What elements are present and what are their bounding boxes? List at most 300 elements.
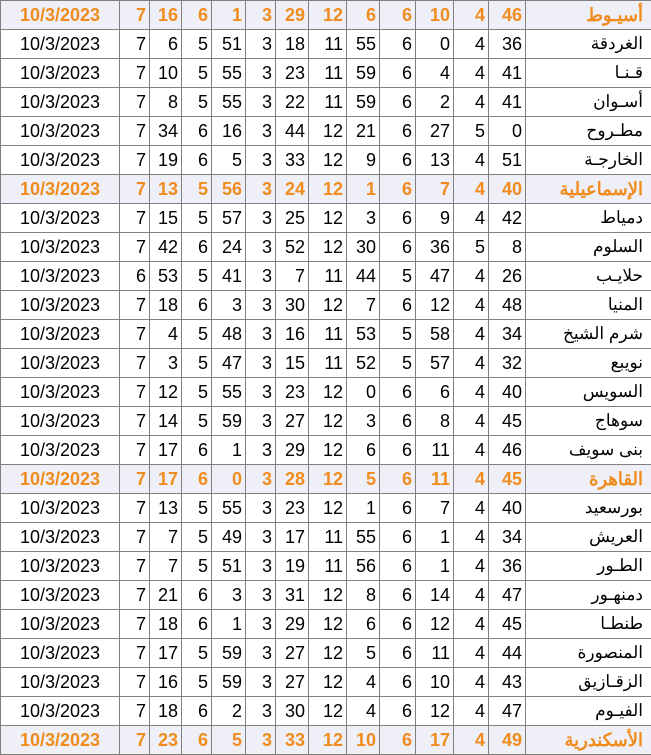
value-cell[interactable]: 21	[347, 117, 380, 146]
value-cell[interactable]: 11	[416, 639, 454, 668]
value-cell[interactable]: 6	[380, 610, 416, 639]
value-cell[interactable]: 4	[454, 523, 489, 552]
value-cell[interactable]: 57	[212, 204, 246, 233]
value-cell[interactable]: 4	[454, 88, 489, 117]
value-cell[interactable]: 4	[454, 175, 489, 204]
value-cell[interactable]: 7	[347, 291, 380, 320]
value-cell[interactable]: 46	[489, 1, 526, 30]
value-cell[interactable]: 6	[380, 436, 416, 465]
value-cell[interactable]: 0	[416, 30, 454, 59]
value-cell[interactable]: 41	[489, 88, 526, 117]
value-cell[interactable]: 6	[380, 233, 416, 262]
date-cell[interactable]: 10/3/2023	[1, 726, 120, 755]
value-cell[interactable]: 30	[276, 291, 309, 320]
value-cell[interactable]: 0	[212, 465, 246, 494]
value-cell[interactable]: 3	[347, 204, 380, 233]
value-cell[interactable]: 4	[454, 494, 489, 523]
value-cell[interactable]: 3	[246, 233, 276, 262]
value-cell[interactable]: 45	[489, 465, 526, 494]
value-cell[interactable]: 3	[212, 291, 246, 320]
value-cell[interactable]: 12	[309, 581, 347, 610]
value-cell[interactable]: 52	[276, 233, 309, 262]
city-name-cell[interactable]: مطـروح	[526, 117, 651, 146]
value-cell[interactable]: 3	[246, 581, 276, 610]
value-cell[interactable]: 12	[309, 175, 347, 204]
value-cell[interactable]: 7	[120, 1, 150, 30]
value-cell[interactable]: 7	[120, 436, 150, 465]
value-cell[interactable]: 33	[276, 146, 309, 175]
value-cell[interactable]: 7	[120, 523, 150, 552]
city-name-cell[interactable]: أسيـوط	[526, 1, 651, 30]
date-cell[interactable]: 10/3/2023	[1, 494, 120, 523]
value-cell[interactable]: 7	[120, 465, 150, 494]
value-cell[interactable]: 41	[212, 262, 246, 291]
value-cell[interactable]: 32	[489, 349, 526, 378]
value-cell[interactable]: 1	[212, 1, 246, 30]
date-cell[interactable]: 10/3/2023	[1, 262, 120, 291]
value-cell[interactable]: 44	[347, 262, 380, 291]
date-cell[interactable]: 10/3/2023	[1, 697, 120, 726]
value-cell[interactable]: 6	[380, 639, 416, 668]
value-cell[interactable]: 4	[347, 668, 380, 697]
value-cell[interactable]: 6	[380, 59, 416, 88]
value-cell[interactable]: 16	[150, 1, 182, 30]
value-cell[interactable]: 4	[454, 610, 489, 639]
value-cell[interactable]: 34	[150, 117, 182, 146]
value-cell[interactable]: 53	[347, 320, 380, 349]
value-cell[interactable]: 12	[309, 494, 347, 523]
value-cell[interactable]: 9	[347, 146, 380, 175]
value-cell[interactable]: 0	[489, 117, 526, 146]
value-cell[interactable]: 59	[212, 668, 246, 697]
value-cell[interactable]: 5	[182, 349, 212, 378]
value-cell[interactable]: 42	[489, 204, 526, 233]
value-cell[interactable]: 5	[182, 378, 212, 407]
value-cell[interactable]: 6	[182, 233, 212, 262]
value-cell[interactable]: 4	[454, 30, 489, 59]
value-cell[interactable]: 3	[246, 726, 276, 755]
value-cell[interactable]: 5	[380, 262, 416, 291]
city-name-cell[interactable]: سوهاج	[526, 407, 651, 436]
value-cell[interactable]: 11	[309, 349, 347, 378]
value-cell[interactable]: 56	[347, 552, 380, 581]
value-cell[interactable]: 47	[489, 697, 526, 726]
date-cell[interactable]: 10/3/2023	[1, 378, 120, 407]
value-cell[interactable]: 7	[120, 117, 150, 146]
value-cell[interactable]: 48	[489, 291, 526, 320]
value-cell[interactable]: 29	[276, 1, 309, 30]
value-cell[interactable]: 46	[489, 436, 526, 465]
value-cell[interactable]: 6	[380, 523, 416, 552]
value-cell[interactable]: 3	[246, 639, 276, 668]
value-cell[interactable]: 3	[246, 465, 276, 494]
value-cell[interactable]: 47	[416, 262, 454, 291]
value-cell[interactable]: 4	[454, 349, 489, 378]
value-cell[interactable]: 30	[347, 233, 380, 262]
value-cell[interactable]: 7	[416, 175, 454, 204]
value-cell[interactable]: 12	[309, 726, 347, 755]
value-cell[interactable]: 6	[182, 465, 212, 494]
value-cell[interactable]: 45	[489, 610, 526, 639]
date-cell[interactable]: 10/3/2023	[1, 465, 120, 494]
value-cell[interactable]: 3	[246, 59, 276, 88]
value-cell[interactable]: 6	[380, 552, 416, 581]
value-cell[interactable]: 24	[276, 175, 309, 204]
value-cell[interactable]: 6	[182, 117, 212, 146]
value-cell[interactable]: 51	[489, 146, 526, 175]
value-cell[interactable]: 47	[212, 349, 246, 378]
value-cell[interactable]: 41	[489, 59, 526, 88]
value-cell[interactable]: 7	[120, 291, 150, 320]
value-cell[interactable]: 6	[380, 175, 416, 204]
city-name-cell[interactable]: الغردقة	[526, 30, 651, 59]
value-cell[interactable]: 5	[182, 523, 212, 552]
city-name-cell[interactable]: المنيا	[526, 291, 651, 320]
value-cell[interactable]: 43	[489, 668, 526, 697]
value-cell[interactable]: 13	[150, 175, 182, 204]
value-cell[interactable]: 6	[347, 436, 380, 465]
value-cell[interactable]: 44	[489, 639, 526, 668]
value-cell[interactable]: 3	[246, 378, 276, 407]
date-cell[interactable]: 10/3/2023	[1, 59, 120, 88]
city-name-cell[interactable]: الأسكندرية	[526, 726, 651, 755]
value-cell[interactable]: 7	[120, 349, 150, 378]
value-cell[interactable]: 51	[212, 30, 246, 59]
value-cell[interactable]: 3	[246, 494, 276, 523]
value-cell[interactable]: 40	[489, 175, 526, 204]
value-cell[interactable]: 28	[276, 465, 309, 494]
value-cell[interactable]: 18	[150, 697, 182, 726]
value-cell[interactable]: 12	[309, 436, 347, 465]
value-cell[interactable]: 3	[246, 30, 276, 59]
value-cell[interactable]: 4	[454, 204, 489, 233]
value-cell[interactable]: 7	[150, 523, 182, 552]
value-cell[interactable]: 7	[120, 494, 150, 523]
value-cell[interactable]: 6	[182, 291, 212, 320]
value-cell[interactable]: 7	[120, 407, 150, 436]
value-cell[interactable]: 13	[416, 146, 454, 175]
value-cell[interactable]: 6	[380, 117, 416, 146]
value-cell[interactable]: 27	[416, 117, 454, 146]
value-cell[interactable]: 5	[182, 552, 212, 581]
value-cell[interactable]: 1	[347, 494, 380, 523]
value-cell[interactable]: 12	[309, 378, 347, 407]
value-cell[interactable]: 16	[212, 117, 246, 146]
value-cell[interactable]: 53	[150, 262, 182, 291]
value-cell[interactable]: 4	[454, 262, 489, 291]
value-cell[interactable]: 4	[454, 59, 489, 88]
value-cell[interactable]: 27	[276, 407, 309, 436]
value-cell[interactable]: 1	[212, 610, 246, 639]
value-cell[interactable]: 52	[347, 349, 380, 378]
value-cell[interactable]: 6	[380, 697, 416, 726]
value-cell[interactable]: 12	[309, 146, 347, 175]
value-cell[interactable]: 5	[454, 233, 489, 262]
city-name-cell[interactable]: الإسماعيلية	[526, 175, 651, 204]
value-cell[interactable]: 18	[276, 30, 309, 59]
value-cell[interactable]: 3	[246, 610, 276, 639]
value-cell[interactable]: 36	[416, 233, 454, 262]
value-cell[interactable]: 15	[276, 349, 309, 378]
value-cell[interactable]: 7	[120, 581, 150, 610]
value-cell[interactable]: 11	[309, 552, 347, 581]
date-cell[interactable]: 10/3/2023	[1, 668, 120, 697]
value-cell[interactable]: 7	[120, 88, 150, 117]
value-cell[interactable]: 40	[489, 378, 526, 407]
value-cell[interactable]: 1	[416, 552, 454, 581]
value-cell[interactable]: 12	[309, 668, 347, 697]
value-cell[interactable]: 34	[489, 523, 526, 552]
value-cell[interactable]: 12	[309, 697, 347, 726]
value-cell[interactable]: 7	[120, 146, 150, 175]
value-cell[interactable]: 7	[150, 552, 182, 581]
value-cell[interactable]: 5	[380, 349, 416, 378]
city-name-cell[interactable]: بورسعيد	[526, 494, 651, 523]
value-cell[interactable]: 8	[347, 581, 380, 610]
value-cell[interactable]: 1	[212, 436, 246, 465]
value-cell[interactable]: 7	[120, 639, 150, 668]
date-cell[interactable]: 10/3/2023	[1, 581, 120, 610]
date-cell[interactable]: 10/3/2023	[1, 523, 120, 552]
value-cell[interactable]: 6	[380, 1, 416, 30]
value-cell[interactable]: 4	[347, 697, 380, 726]
value-cell[interactable]: 4	[454, 320, 489, 349]
value-cell[interactable]: 6	[182, 610, 212, 639]
value-cell[interactable]: 5	[182, 668, 212, 697]
value-cell[interactable]: 6	[182, 146, 212, 175]
value-cell[interactable]: 5	[182, 175, 212, 204]
value-cell[interactable]: 17	[416, 726, 454, 755]
value-cell[interactable]: 42	[150, 233, 182, 262]
date-cell[interactable]: 10/3/2023	[1, 639, 120, 668]
value-cell[interactable]: 3	[212, 581, 246, 610]
value-cell[interactable]: 6	[182, 436, 212, 465]
value-cell[interactable]: 7	[120, 726, 150, 755]
value-cell[interactable]: 48	[212, 320, 246, 349]
value-cell[interactable]: 45	[489, 407, 526, 436]
value-cell[interactable]: 25	[276, 204, 309, 233]
value-cell[interactable]: 7	[120, 552, 150, 581]
value-cell[interactable]: 59	[212, 639, 246, 668]
value-cell[interactable]: 17	[150, 639, 182, 668]
value-cell[interactable]: 5	[182, 407, 212, 436]
value-cell[interactable]: 23	[276, 59, 309, 88]
value-cell[interactable]: 5	[212, 146, 246, 175]
value-cell[interactable]: 6	[120, 262, 150, 291]
value-cell[interactable]: 3	[246, 320, 276, 349]
date-cell[interactable]: 10/3/2023	[1, 291, 120, 320]
value-cell[interactable]: 7	[120, 320, 150, 349]
value-cell[interactable]: 17	[150, 436, 182, 465]
value-cell[interactable]: 23	[276, 378, 309, 407]
value-cell[interactable]: 12	[309, 465, 347, 494]
value-cell[interactable]: 6	[150, 30, 182, 59]
value-cell[interactable]: 3	[246, 436, 276, 465]
value-cell[interactable]: 55	[212, 378, 246, 407]
value-cell[interactable]: 4	[454, 291, 489, 320]
value-cell[interactable]: 18	[150, 291, 182, 320]
value-cell[interactable]: 14	[416, 581, 454, 610]
date-cell[interactable]: 10/3/2023	[1, 30, 120, 59]
value-cell[interactable]: 12	[309, 407, 347, 436]
value-cell[interactable]: 5	[182, 262, 212, 291]
value-cell[interactable]: 3	[246, 668, 276, 697]
value-cell[interactable]: 6	[380, 494, 416, 523]
value-cell[interactable]: 44	[276, 117, 309, 146]
value-cell[interactable]: 3	[246, 523, 276, 552]
value-cell[interactable]: 23	[276, 494, 309, 523]
value-cell[interactable]: 59	[212, 407, 246, 436]
city-name-cell[interactable]: الفيـوم	[526, 697, 651, 726]
value-cell[interactable]: 4	[454, 552, 489, 581]
value-cell[interactable]: 51	[212, 552, 246, 581]
value-cell[interactable]: 4	[454, 668, 489, 697]
value-cell[interactable]: 11	[416, 436, 454, 465]
value-cell[interactable]: 16	[276, 320, 309, 349]
value-cell[interactable]: 34	[489, 320, 526, 349]
value-cell[interactable]: 4	[454, 639, 489, 668]
value-cell[interactable]: 59	[347, 59, 380, 88]
date-cell[interactable]: 10/3/2023	[1, 552, 120, 581]
city-name-cell[interactable]: بنى سويف	[526, 436, 651, 465]
value-cell[interactable]: 6	[182, 1, 212, 30]
value-cell[interactable]: 36	[489, 552, 526, 581]
date-cell[interactable]: 10/3/2023	[1, 204, 120, 233]
value-cell[interactable]: 4	[454, 465, 489, 494]
value-cell[interactable]: 27	[276, 639, 309, 668]
value-cell[interactable]: 7	[120, 697, 150, 726]
value-cell[interactable]: 2	[416, 88, 454, 117]
value-cell[interactable]: 55	[212, 59, 246, 88]
value-cell[interactable]: 5	[182, 30, 212, 59]
value-cell[interactable]: 19	[150, 146, 182, 175]
value-cell[interactable]: 55	[212, 88, 246, 117]
date-cell[interactable]: 10/3/2023	[1, 233, 120, 262]
value-cell[interactable]: 6	[380, 726, 416, 755]
value-cell[interactable]: 6	[347, 610, 380, 639]
value-cell[interactable]: 3	[246, 552, 276, 581]
value-cell[interactable]: 6	[380, 204, 416, 233]
value-cell[interactable]: 7	[120, 668, 150, 697]
value-cell[interactable]: 4	[150, 320, 182, 349]
date-cell[interactable]: 10/3/2023	[1, 146, 120, 175]
value-cell[interactable]: 7	[120, 59, 150, 88]
value-cell[interactable]: 3	[246, 349, 276, 378]
date-cell[interactable]: 10/3/2023	[1, 117, 120, 146]
value-cell[interactable]: 7	[120, 233, 150, 262]
value-cell[interactable]: 12	[309, 639, 347, 668]
value-cell[interactable]: 19	[276, 552, 309, 581]
value-cell[interactable]: 4	[454, 726, 489, 755]
value-cell[interactable]: 5	[182, 639, 212, 668]
value-cell[interactable]: 15	[150, 204, 182, 233]
value-cell[interactable]: 4	[454, 697, 489, 726]
value-cell[interactable]: 12	[416, 697, 454, 726]
value-cell[interactable]: 7	[120, 610, 150, 639]
value-cell[interactable]: 11	[309, 523, 347, 552]
date-cell[interactable]: 10/3/2023	[1, 436, 120, 465]
value-cell[interactable]: 23	[150, 726, 182, 755]
value-cell[interactable]: 0	[347, 378, 380, 407]
city-name-cell[interactable]: نويبع	[526, 349, 651, 378]
value-cell[interactable]: 3	[246, 204, 276, 233]
value-cell[interactable]: 6	[182, 697, 212, 726]
city-name-cell[interactable]: العريش	[526, 523, 651, 552]
value-cell[interactable]: 2	[212, 697, 246, 726]
value-cell[interactable]: 12	[309, 117, 347, 146]
city-name-cell[interactable]: الزقـازيق	[526, 668, 651, 697]
value-cell[interactable]: 9	[416, 204, 454, 233]
value-cell[interactable]: 8	[150, 88, 182, 117]
value-cell[interactable]: 55	[347, 523, 380, 552]
value-cell[interactable]: 47	[489, 581, 526, 610]
value-cell[interactable]: 4	[454, 436, 489, 465]
value-cell[interactable]: 10	[416, 668, 454, 697]
value-cell[interactable]: 5	[182, 494, 212, 523]
value-cell[interactable]: 8	[416, 407, 454, 436]
value-cell[interactable]: 57	[416, 349, 454, 378]
value-cell[interactable]: 24	[212, 233, 246, 262]
date-cell[interactable]: 10/3/2023	[1, 88, 120, 117]
city-name-cell[interactable]: طنطـا	[526, 610, 651, 639]
value-cell[interactable]: 6	[347, 1, 380, 30]
value-cell[interactable]: 12	[309, 233, 347, 262]
value-cell[interactable]: 6	[380, 88, 416, 117]
value-cell[interactable]: 7	[276, 262, 309, 291]
value-cell[interactable]: 36	[489, 30, 526, 59]
date-cell[interactable]: 10/3/2023	[1, 1, 120, 30]
value-cell[interactable]: 6	[182, 726, 212, 755]
value-cell[interactable]: 12	[309, 291, 347, 320]
value-cell[interactable]: 11	[309, 59, 347, 88]
value-cell[interactable]: 17	[276, 523, 309, 552]
city-name-cell[interactable]: المنصورة	[526, 639, 651, 668]
value-cell[interactable]: 5	[182, 59, 212, 88]
city-name-cell[interactable]: السويس	[526, 378, 651, 407]
value-cell[interactable]: 11	[309, 262, 347, 291]
value-cell[interactable]: 5	[347, 465, 380, 494]
value-cell[interactable]: 3	[246, 175, 276, 204]
value-cell[interactable]: 4	[454, 581, 489, 610]
value-cell[interactable]: 3	[246, 407, 276, 436]
value-cell[interactable]: 17	[150, 465, 182, 494]
value-cell[interactable]: 7	[120, 30, 150, 59]
value-cell[interactable]: 33	[276, 726, 309, 755]
value-cell[interactable]: 5	[380, 320, 416, 349]
value-cell[interactable]: 12	[416, 291, 454, 320]
value-cell[interactable]: 58	[416, 320, 454, 349]
date-cell[interactable]: 10/3/2023	[1, 175, 120, 204]
value-cell[interactable]: 56	[212, 175, 246, 204]
value-cell[interactable]: 6	[380, 407, 416, 436]
value-cell[interactable]: 6	[416, 378, 454, 407]
city-name-cell[interactable]: دمياط	[526, 204, 651, 233]
value-cell[interactable]: 11	[416, 465, 454, 494]
date-cell[interactable]: 10/3/2023	[1, 349, 120, 378]
city-name-cell[interactable]: دمنهـور	[526, 581, 651, 610]
date-cell[interactable]: 10/3/2023	[1, 320, 120, 349]
value-cell[interactable]: 12	[309, 204, 347, 233]
value-cell[interactable]: 6	[380, 291, 416, 320]
value-cell[interactable]: 11	[309, 88, 347, 117]
value-cell[interactable]: 7	[120, 378, 150, 407]
value-cell[interactable]: 6	[380, 378, 416, 407]
value-cell[interactable]: 6	[380, 581, 416, 610]
value-cell[interactable]: 12	[416, 610, 454, 639]
value-cell[interactable]: 49	[212, 523, 246, 552]
value-cell[interactable]: 6	[380, 668, 416, 697]
value-cell[interactable]: 3	[347, 407, 380, 436]
